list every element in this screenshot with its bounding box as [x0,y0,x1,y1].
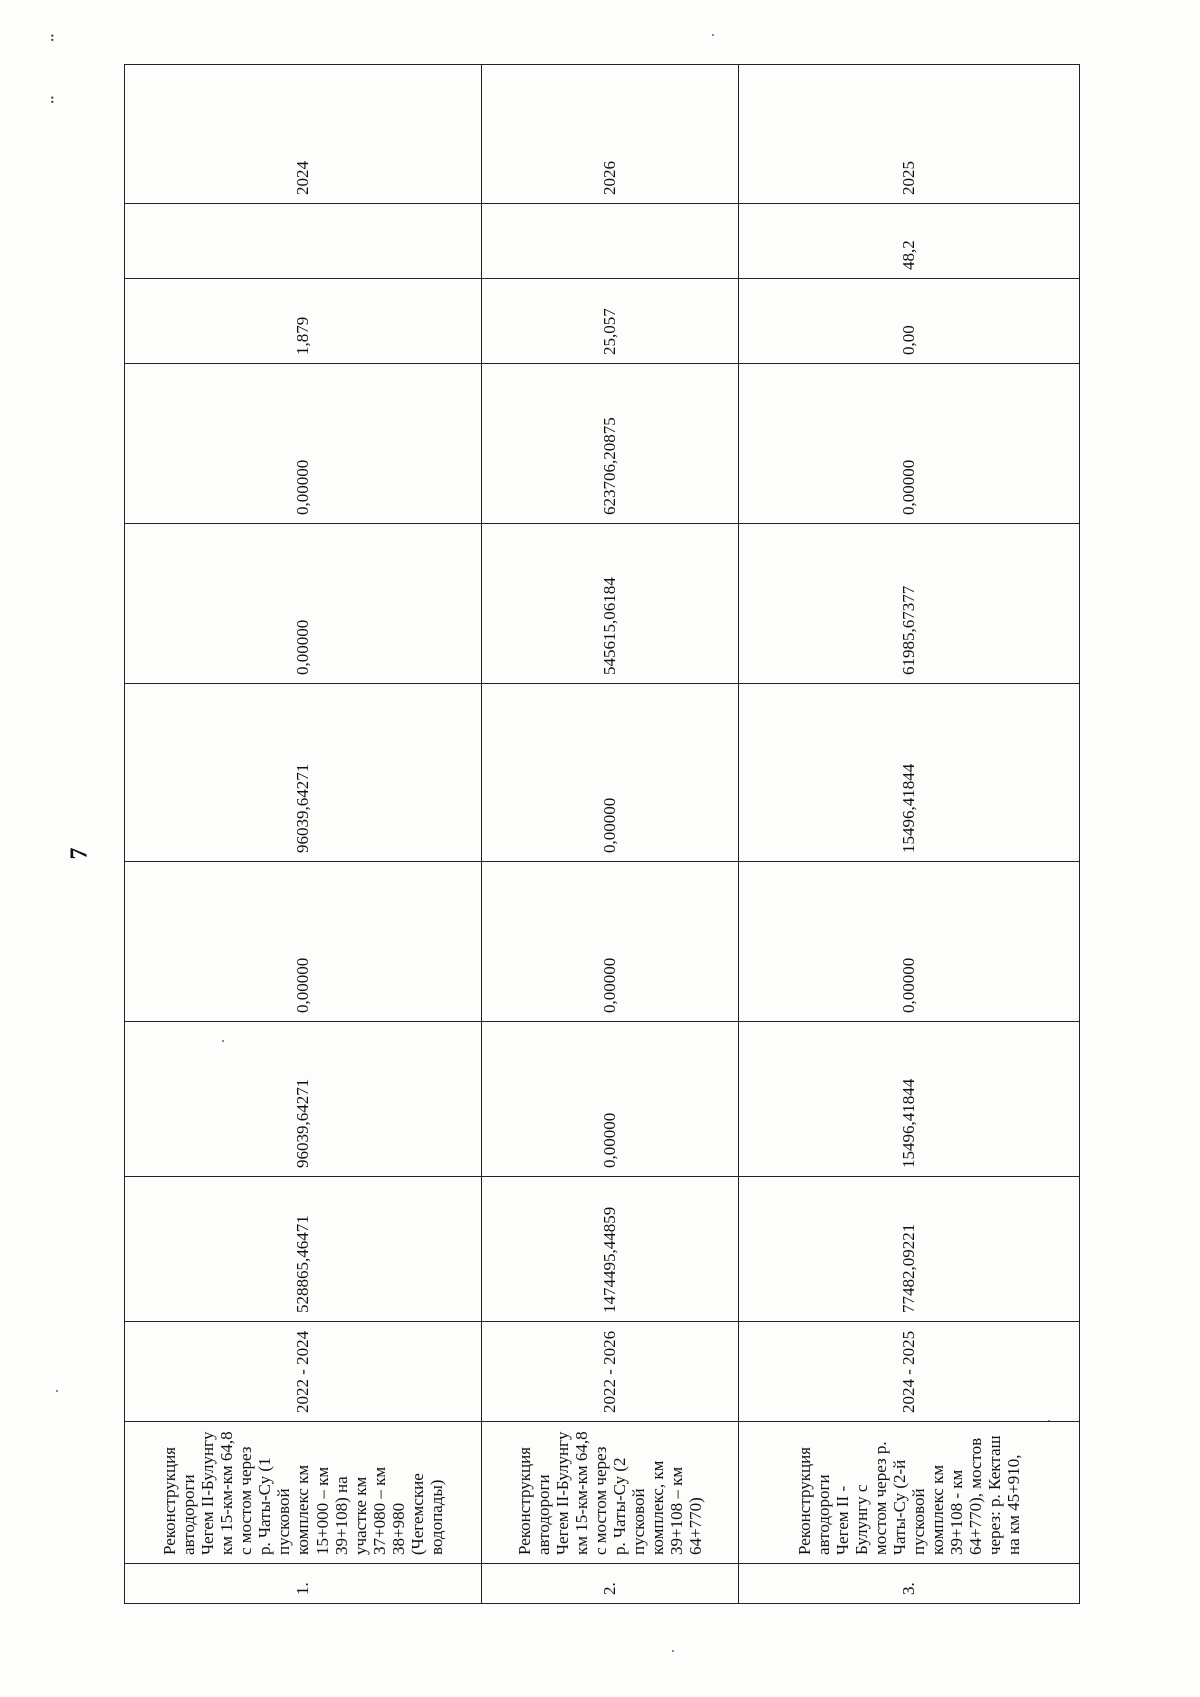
value-cell: 0,00000 [125,862,482,1022]
value-cell: 96039,64271 [125,684,482,862]
value-cell: 25,057 [482,279,739,364]
value-cell: 1,879 [125,279,482,364]
margin-mark-2: : [50,92,55,107]
value-cell: 528865,46471 [125,1177,482,1322]
table-row [739,65,1080,1604]
row-index: 1. [125,1564,482,1604]
table-row [125,65,482,1604]
completion-year: 2026 [482,65,739,204]
row-index: 3. [739,1564,1080,1604]
value-cell: 0,00000 [482,1022,739,1177]
value-cell [125,204,482,279]
data-table [124,64,1080,1604]
value-cell: 15496,41844 [739,684,1080,862]
value-cell: 0,00000 [125,524,482,684]
margin-mark-1: : [50,30,55,45]
period-cell: 2024 - 2025 [739,1322,1080,1422]
value-cell: 0,00000 [125,364,482,524]
value-cell: 0,00000 [482,862,739,1022]
object-description: Реконструкция автодороги Чегем II - Булунгу с мостом через р. Чаты-Су (2-й пусковой комплекс км 39+108 - км 64+770), мостов через: р. Кекташ на км 45+910, [739,1422,1080,1564]
table-row [482,65,739,1604]
value-cell: 48,2 [739,204,1080,279]
completion-year: 2024 [125,65,482,204]
object-description: Реконструкция автодороги Чегем II-Булунгу км 15-км-км 64,8 с мостом через р. Чаты-Су (1 пусковой комплекс км 15+000 – км 39+108) на участке км 37+080 – км 38+980 (Чегемские водопады) [125,1422,482,1564]
rotated-table-container [124,125,1079,1604]
value-cell: 96039,64271 [125,1022,482,1177]
period-cell: 2022 - 2024 [125,1322,482,1422]
row-index: 2. [482,1564,739,1604]
completion-year: 2025 [739,65,1080,204]
value-cell: 545615,06184 [482,524,739,684]
value-cell: 623706,20875 [482,364,739,524]
value-cell: 77482,09221 [739,1177,1080,1322]
page-number: 7 [66,847,93,860]
value-cell: 0,00000 [739,862,1080,1022]
value-cell: 0,00000 [482,684,739,862]
value-cell: 15496,41844 [739,1022,1080,1177]
period-cell: 2022 - 2026 [482,1322,739,1422]
value-cell: 61985,67377 [739,524,1080,684]
value-cell: 0,00000 [739,364,1080,524]
value-cell: 1474495,44859 [482,1177,739,1322]
value-cell: 0,00 [739,279,1080,364]
value-cell [482,204,739,279]
object-description: Реконструкция автодороги Чегем II-Булунгу км 15-км-км 64,8 с мостом через р. Чаты-Су (2 пусковой комплекс, км 39+108 – км 64+770) [482,1422,739,1564]
